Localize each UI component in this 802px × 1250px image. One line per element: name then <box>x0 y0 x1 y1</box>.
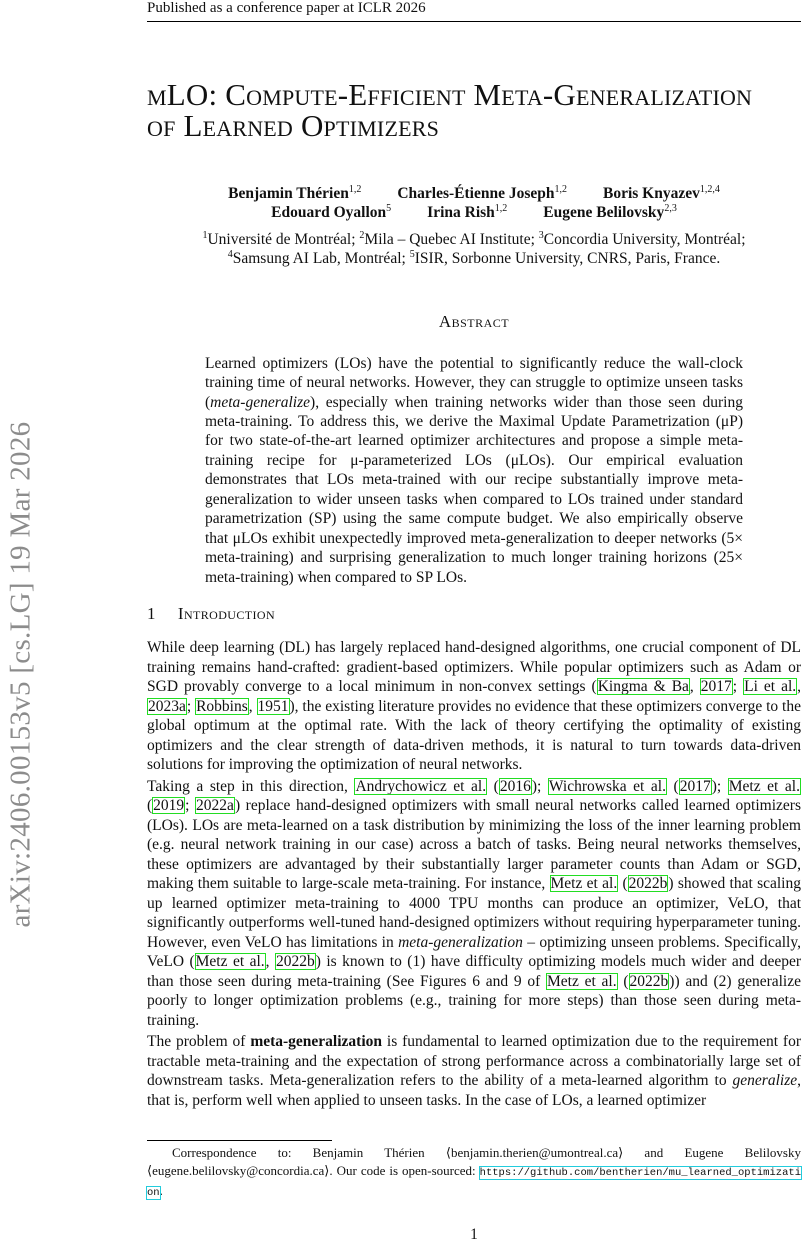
abstract-heading: Abstract <box>438 311 510 331</box>
affiliation-name: Université de Montréal; <box>207 231 360 248</box>
footnote <box>147 1144 801 1203</box>
author <box>228 185 361 202</box>
text-run: Correspondence to: Benjamin Thérien ⟨benjamin.therien@umontreal.ca⟩ and Eugene Belilovsky ⟨eugene.belilovsky@concordia.ca⟩. Our code is open-sourced: <box>147 1145 801 1178</box>
author <box>397 185 567 202</box>
author <box>543 204 677 221</box>
citation-link[interactable]: 1951 <box>257 697 289 715</box>
text-run: ( <box>487 777 499 795</box>
citation-link[interactable]: 2022a <box>196 797 234 815</box>
code-url-link[interactable]: https://github.com/bentherien/mu_learned_optimization <box>147 1166 801 1200</box>
text-run: )) and (2) generalize poorly to longer optimization problems (e.g., training for more steps) than those seen during meta-training. <box>147 972 801 1029</box>
intro-paragraph <box>147 777 801 1031</box>
citation-link[interactable]: 2019 <box>153 797 185 815</box>
text-run: is fundamental to learned optimization due to the requirement for tractable meta-training and the expectation of strong performance across a combinatorially large set of downstream tasks. Meta-generalization refers to the ability of a meta-learned algorithm to <box>147 1033 801 1090</box>
affiliation-line <box>147 249 801 268</box>
text-run: . <box>159 1183 163 1199</box>
page-number: 1 <box>470 1225 478 1243</box>
emphasis: meta-generalization <box>398 933 523 951</box>
author-name: Boris Knyazev <box>603 185 700 202</box>
text-run: ); <box>531 777 548 795</box>
affiliation-number: 2 <box>359 230 365 241</box>
author-name: Edouard Oyallon <box>271 204 387 221</box>
text-run: ), especially when training networks wider than those seen during meta-training. To address this, we derive the Maximal Update Parametrization (μP) for two state-of-the-art learned optimizer architectures and propose a simple meta-training recipe for μ-parameterized LOs (μLOs). Our empirical evaluation demonstrates that LOs meta-trained with our recipe substantially improve meta-generalization to wider unseen tasks when compared to LOs trained under standard parametrization (SP) using the same compute budget. We also empirically observe that μLOs exhibit unexpectedly improved meta-generalization to deeper networks (5× meta-training) and surprising generalization to much longer training horizons (25× meta-training) when compared to SP LOs. <box>205 393 743 586</box>
text-run: – optimizing unseen problems. Specifically, VeLO ( <box>147 933 801 971</box>
text-run: , <box>797 678 802 696</box>
citation-link[interactable]: Metz et al. <box>547 972 617 990</box>
title-line-1: μLO: Compute-Efficient Meta-Generalization <box>147 77 753 112</box>
text-run: ( <box>666 777 679 795</box>
author <box>427 204 507 221</box>
emphasis: meta-generalize <box>210 393 311 411</box>
text-run: , <box>265 953 275 971</box>
author-name: Irina Rish <box>427 204 495 221</box>
emphasis: generalize <box>732 1072 798 1090</box>
text-run: , that is, perform well when applied to unseen tasks. In the case of LOs, a learned optimizer <box>147 1072 801 1109</box>
affiliation-line <box>147 230 801 249</box>
text-run: ( <box>618 875 628 893</box>
text-run: Learned optimizers (LOs) have the potential to significantly reduce the wall-clock training time of neural networks. However, they can struggle to optimize unseen tasks ( <box>205 354 743 411</box>
citation-link[interactable]: 2016 <box>499 777 531 795</box>
citation-link[interactable]: Li et al. <box>744 678 797 696</box>
author-affiliation-marks: 1,2,4 <box>699 184 720 195</box>
author <box>603 185 720 202</box>
citation-link[interactable]: 2017 <box>679 777 711 795</box>
citation-link[interactable]: 2017 <box>700 678 732 696</box>
running-head: Published as a conference paper at ICLR 2026 <box>147 0 426 16</box>
citation-link[interactable]: 2022b <box>275 953 315 971</box>
text-run: While deep learning (DL) has largely replaced hand-designed algorithms, one crucial component of DL training remains hand-crafted: gradient-based optimizers. While popular optimizers such as Adam or SGD provably converge to a local minimum in non-convex settings ( <box>147 639 801 696</box>
author-row <box>147 184 801 203</box>
title-line-2: of Learned Optimizers <box>147 108 440 143</box>
author-row <box>147 203 801 222</box>
affiliation-number: 4 <box>227 249 233 261</box>
text-run: ), the existing literature provides no evidence that these optimizers converge to the global optimum at the optimal rate. With the lack of theory certifying the optimality of existing optimizers and the clear strength of data-driven methods, it is natural to turn towards data-driven solutions for improving the optimization of neural networks. <box>147 697 801 774</box>
bold-term: meta-generalization <box>250 1033 383 1051</box>
citation-link[interactable]: Metz et al. <box>550 875 618 893</box>
author <box>271 204 391 221</box>
author-affiliation-marks: 1,2 <box>494 203 508 214</box>
citation-link[interactable]: Kingma & Ba <box>597 678 689 696</box>
affiliation-number: 1 <box>202 230 208 241</box>
citation-link[interactable]: Wichrowska et al. <box>548 777 666 795</box>
author-affiliation-marks: 1,2 <box>348 184 362 195</box>
affiliation-name: ISIR, Sorbonne University, CNRS, Paris, France. <box>414 250 721 268</box>
citation-link[interactable]: 2023a <box>148 697 186 715</box>
citation-link[interactable]: 2022b <box>629 972 669 990</box>
section-number: 1 <box>147 604 156 624</box>
author-affiliation-marks: 5 <box>386 203 392 214</box>
affiliation-name: Samsung AI Lab, Montréal; <box>232 250 410 268</box>
header-rule <box>147 21 801 22</box>
author-list <box>147 184 801 222</box>
affiliation-number: 5 <box>409 249 415 261</box>
text-run: The problem of <box>147 1033 251 1051</box>
citation-link[interactable]: Metz et al. <box>728 777 800 795</box>
text-run: ); <box>711 777 728 795</box>
affiliation-name: Mila – Quebec AI Institute; <box>364 231 539 248</box>
arxiv-stamp: arXiv:2406.00153v5 [cs.LG] 19 Mar 2026 <box>4 421 37 928</box>
text-run: ( <box>617 972 629 990</box>
intro-paragraph <box>147 638 801 775</box>
citation-link[interactable]: Robbins <box>196 697 248 715</box>
text-run: ; <box>732 678 744 696</box>
text-run: ) replace hand-designed optimizers with small neural networks called learned optimizers (LOs). LOs are meta-learned on a task distribution by minimizing the loss of the inner learning problem (e.g. neural network training in our case) across a batch of tasks. Being neural networks themselves, these optimizers are advantaged by their substantially larger parameter counts than Adam or SGD, making them suitable to large-scale meta-training. For instance, <box>147 797 801 893</box>
text-run: Taking a step in this direction, <box>147 777 355 795</box>
author-name: Charles-Étienne Joseph <box>397 185 555 202</box>
text-run: ( <box>147 797 153 815</box>
abstract-text <box>205 354 743 587</box>
text-run: ) showed that scaling up learned optimizer meta-training to 4000 TPU months can produce an optimizer, VeLO, that significantly outperforms well-tuned hand-designed optimizers without requiring hyperparameter tuning. However, even VeLO has limitations in <box>147 875 801 951</box>
affiliation-name: Concordia University, Montréal; <box>543 231 746 248</box>
text-run: , <box>689 678 700 696</box>
affiliation-number: 3 <box>538 230 544 241</box>
text-run: ; <box>185 797 196 815</box>
citation-link[interactable]: Metz et al. <box>195 953 265 971</box>
text-run: ; <box>186 697 196 715</box>
page-column <box>147 0 801 1250</box>
citation-link[interactable]: Andrychowicz et al. <box>355 777 487 795</box>
section-title: Introduction <box>177 604 276 624</box>
author-name: Eugene Belilovsky <box>543 204 665 221</box>
paper-title <box>147 79 801 141</box>
author-name: Benjamin Thérien <box>228 185 349 202</box>
section-heading-introduction <box>147 604 801 624</box>
text-run: ) is known to (1) have difficulty optimizing models much wider and deeper than those seen during meta-training (See Figures 6 and 9 of <box>147 953 801 990</box>
affiliations <box>147 230 801 269</box>
author-affiliation-marks: 2,3 <box>664 203 677 214</box>
author-affiliation-marks: 1,2 <box>554 184 567 195</box>
text-run: , <box>248 697 257 715</box>
footnote-rule <box>147 1140 332 1141</box>
intro-paragraph <box>147 1032 801 1110</box>
citation-link[interactable]: 2022b <box>628 875 668 893</box>
